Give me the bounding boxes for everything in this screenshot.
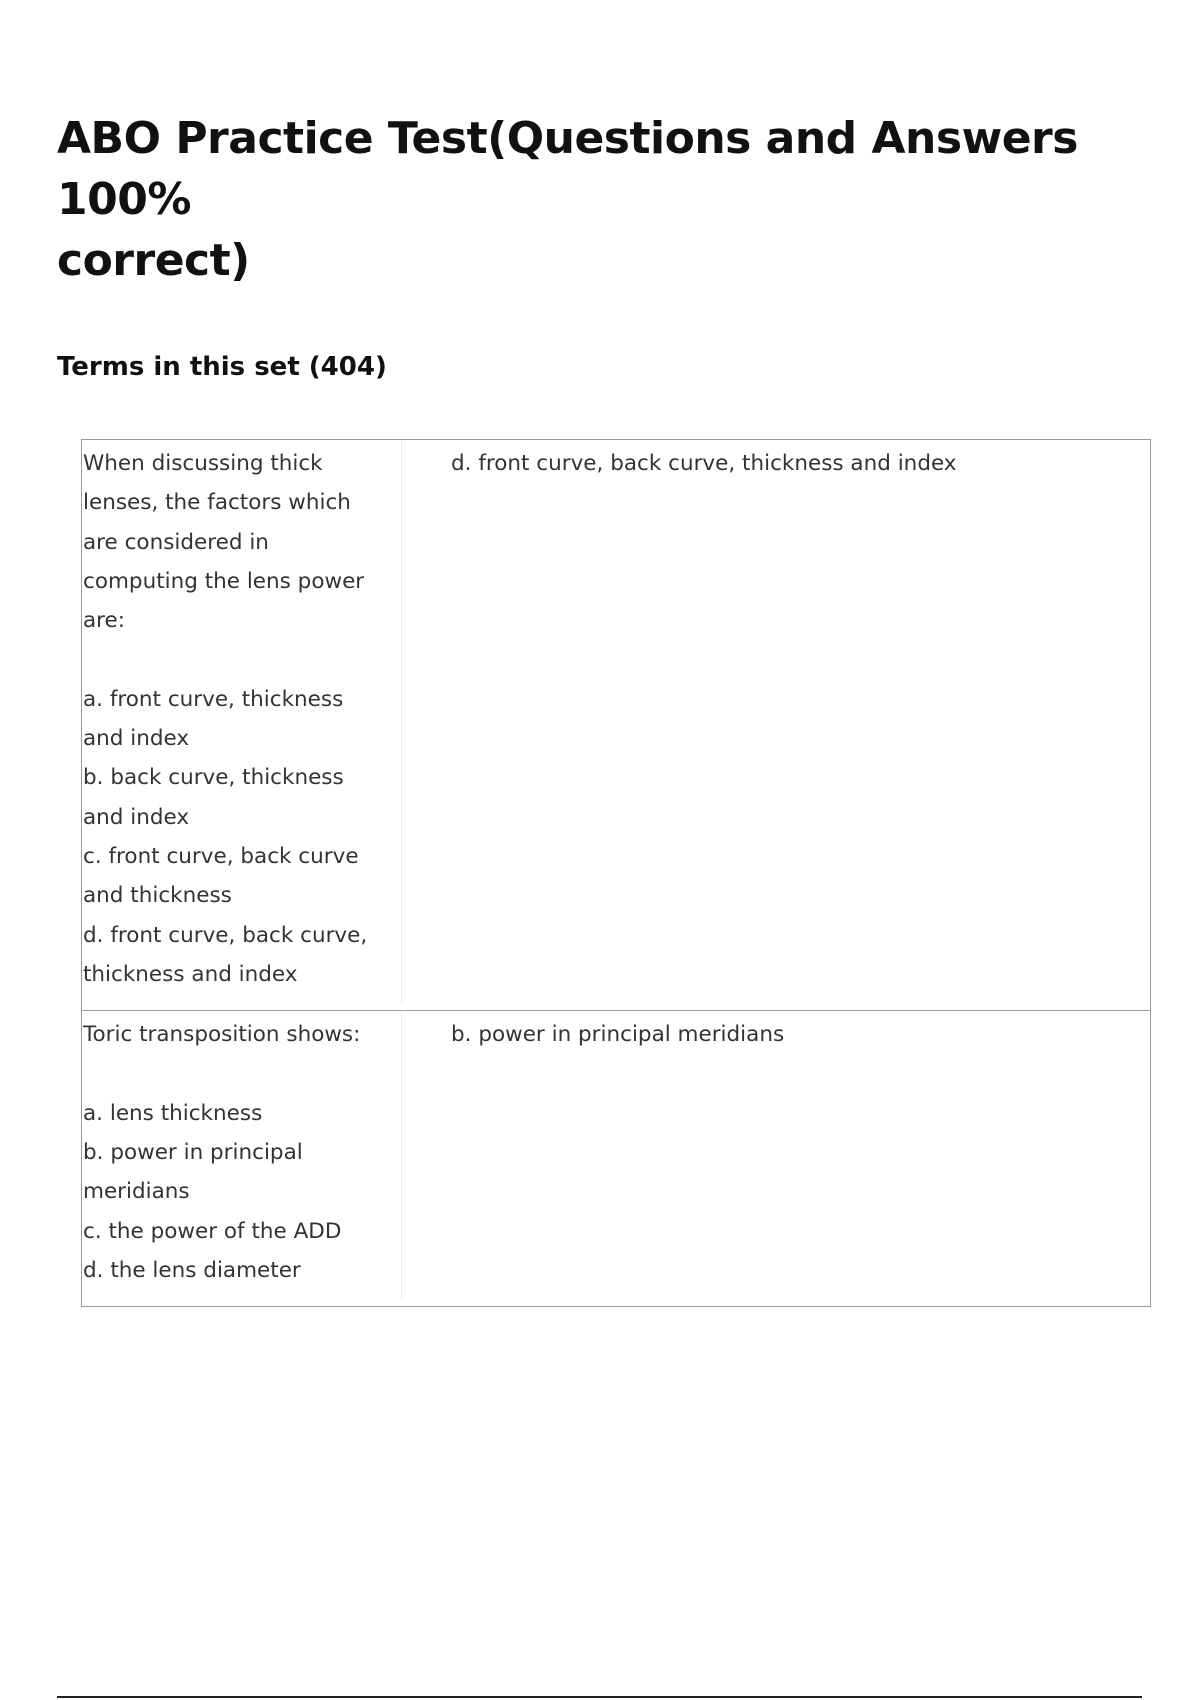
option-line: and index [83, 804, 190, 830]
option-line: d. the lens diameter [83, 1257, 301, 1283]
term-answer-2 [402, 1011, 1150, 1306]
option-line: a. lens thickness [83, 1100, 263, 1126]
page-footer-rule [57, 1696, 1142, 1698]
option-line: b. back curve, thickness [83, 765, 344, 791]
question-line: Toric transposition shows: [83, 1022, 361, 1048]
option-line: thickness and index [83, 961, 298, 987]
term-answer-1 [402, 440, 1150, 1010]
page-title-line-2: correct) [57, 235, 250, 286]
term-card-1 [82, 440, 1150, 1010]
question-line: When discussing thick [83, 451, 323, 476]
term-question-2 [82, 1011, 402, 1300]
question-line: are considered in [83, 529, 269, 555]
terms-table [81, 439, 1151, 1307]
option-line: and thickness [83, 883, 232, 909]
answer-text: d. front curve, back curve, thickness and index [451, 451, 957, 476]
option-line: c. front curve, back curve [83, 843, 359, 869]
page-title-line-1: ABO Practice Test(Questions and Answers 100% [57, 113, 1078, 225]
option-line: b. power in principal [83, 1140, 303, 1166]
option-line: meridians [83, 1179, 190, 1205]
terms-count-heading: Terms in this set (404) [57, 352, 387, 382]
option-line: and index [83, 726, 190, 752]
answer-text: b. power in principal meridians [451, 1022, 785, 1048]
question-line: computing the lens power [83, 568, 365, 594]
blank-line [83, 1054, 401, 1093]
blank-line [83, 640, 401, 679]
question-line: are: [83, 608, 126, 634]
option-line: a. front curve, thickness [83, 686, 344, 712]
term-card-2 [82, 1010, 1150, 1306]
option-line: d. front curve, back curve, [83, 922, 368, 948]
term-question-1 [82, 440, 402, 1004]
option-line: c. the power of the ADD [83, 1218, 342, 1244]
page-title [57, 108, 1157, 291]
question-line: lenses, the factors which [83, 490, 351, 516]
